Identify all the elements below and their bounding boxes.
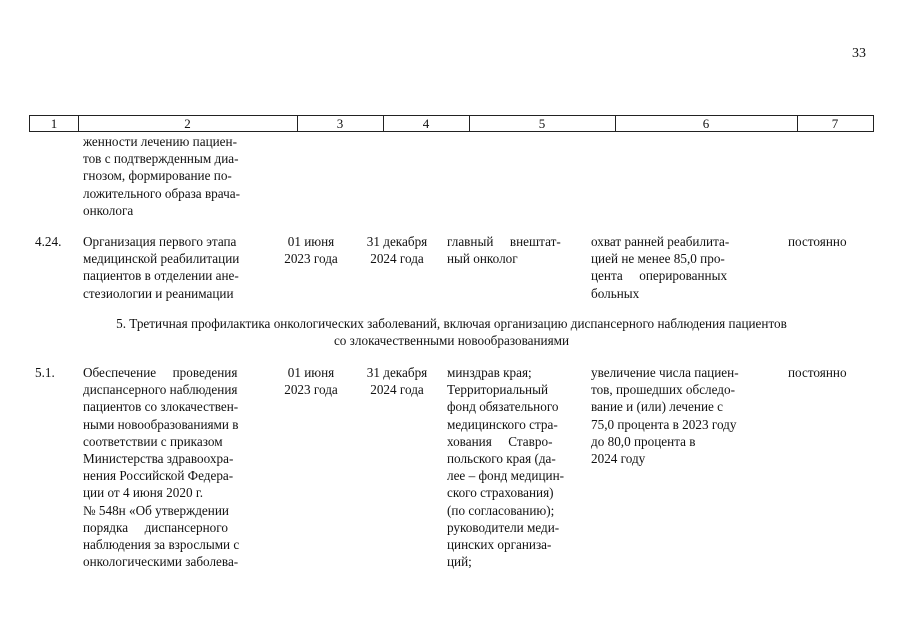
text-line: руководители меди- — [447, 519, 560, 535]
text-line: медицинского стра- — [447, 416, 558, 432]
text-line: лее – фонд медицин- — [447, 468, 565, 484]
column-header-3: 3 — [297, 116, 384, 131]
text-line: цией не менее 85,0 про- — [591, 251, 725, 267]
text-line: тов, прошедших обследо- — [591, 382, 736, 398]
row-5-1-start-date — [268, 364, 354, 398]
text-line: (по согласованию); — [447, 502, 555, 518]
text-line: польского края (да- — [447, 450, 556, 466]
continuation-text — [83, 133, 261, 219]
row-5-1-responsible — [447, 364, 583, 570]
text-line: Министерства здравоохра- — [83, 450, 234, 466]
text-line: медицинской реабилитации — [83, 251, 240, 267]
text-line: гнозом, формирование по- — [83, 168, 232, 184]
row-4-24-end-date — [354, 233, 440, 267]
text-line: диспансерного наблюдения — [83, 382, 238, 398]
column-header-7: 7 — [831, 116, 839, 131]
row-5-1-result — [591, 364, 766, 467]
column-header-1: 1 — [30, 116, 79, 131]
text-line: 75,0 процента в 2023 году — [591, 416, 737, 432]
text-line: 31 декабря — [366, 234, 428, 249]
section-title-line: 5. Третичная профилактика онкологических заболеваний, включая организацию диспансерного наблюдения пациентов — [116, 316, 787, 331]
text-line: женности лечению пациен- — [83, 134, 237, 149]
text-line: фонд обязательного — [447, 399, 559, 415]
row-4-24-start-date — [268, 233, 354, 267]
row-4-24-description — [83, 233, 261, 302]
text-line: нения Российской Федера- — [83, 468, 234, 484]
text-line: онкологическими заболева- — [83, 554, 239, 570]
text-line: соответствии с приказом — [83, 433, 223, 449]
text-line: увеличение числа пациен- — [591, 365, 739, 380]
text-line: охват ранней реабилита- — [591, 234, 730, 249]
text-line: ными новообразованиями в — [83, 416, 239, 432]
text-line: порядка диспансерного — [83, 519, 228, 535]
row-number-5-1: 5.1. — [35, 365, 55, 380]
text-line: хования Ставро- — [447, 433, 553, 449]
text-line: стезиологии и реанимации — [83, 285, 234, 301]
text-line: 01 июня — [287, 365, 335, 380]
text-line: ции от 4 июня 2020 г. — [83, 485, 204, 501]
row-4-24-result — [591, 233, 763, 302]
text-line: 2024 года — [370, 251, 424, 267]
row-5-1-period: постоянно — [788, 365, 847, 380]
text-line: № 548н «Об утверждении — [83, 502, 229, 518]
text-line: минздрав края; — [447, 365, 532, 380]
text-line: Обеспечение проведения — [83, 365, 238, 380]
text-line: ского страхования) — [447, 485, 554, 501]
text-line: Организация первого этапа — [83, 234, 237, 249]
text-line: 01 июня — [287, 234, 335, 249]
row-5-1-end-date — [354, 364, 440, 398]
text-line: ций; — [447, 554, 472, 570]
text-line: цента оперированных — [591, 268, 728, 284]
text-line: Территориальный — [447, 382, 549, 398]
text-line: 2023 года — [284, 382, 338, 398]
row-number-4-24: 4.24. — [35, 234, 62, 249]
text-line: пациентов в отделении ане- — [83, 268, 239, 284]
section-title — [29, 315, 874, 349]
text-line: 2023 года — [284, 251, 338, 267]
text-line: пациентов со злокачествен- — [83, 399, 239, 415]
text-line: тов с подтвержденным диа- — [83, 151, 239, 167]
page-number: 33 — [852, 46, 866, 61]
text-line: цинских организа- — [447, 536, 552, 552]
text-line: ный онколог — [447, 251, 518, 267]
text-line: ложительного образа врача- — [83, 185, 240, 201]
row-4-24-period: постоянно — [788, 234, 847, 249]
table-header-row — [29, 115, 874, 132]
column-header-6: 6 — [615, 116, 798, 131]
text-line: больных — [591, 285, 640, 301]
text-line: главный внештат- — [447, 234, 561, 249]
text-line: вание и (или) лечение с — [591, 399, 724, 415]
text-line: до 80,0 процента в — [591, 433, 696, 449]
column-header-4: 4 — [383, 116, 470, 131]
row-5-1-description — [83, 364, 261, 570]
text-line: 2024 году — [591, 450, 646, 466]
column-header-5: 5 — [469, 116, 616, 131]
text-line: онколога — [83, 202, 134, 218]
section-title-line: со злокачественными новообразованиями — [333, 333, 570, 349]
text-line: 31 декабря — [366, 365, 428, 380]
text-line: 2024 года — [370, 382, 424, 398]
row-4-24-responsible — [447, 233, 580, 267]
text-line: наблюдения за взрослыми с — [83, 536, 240, 552]
column-header-2: 2 — [78, 116, 298, 131]
